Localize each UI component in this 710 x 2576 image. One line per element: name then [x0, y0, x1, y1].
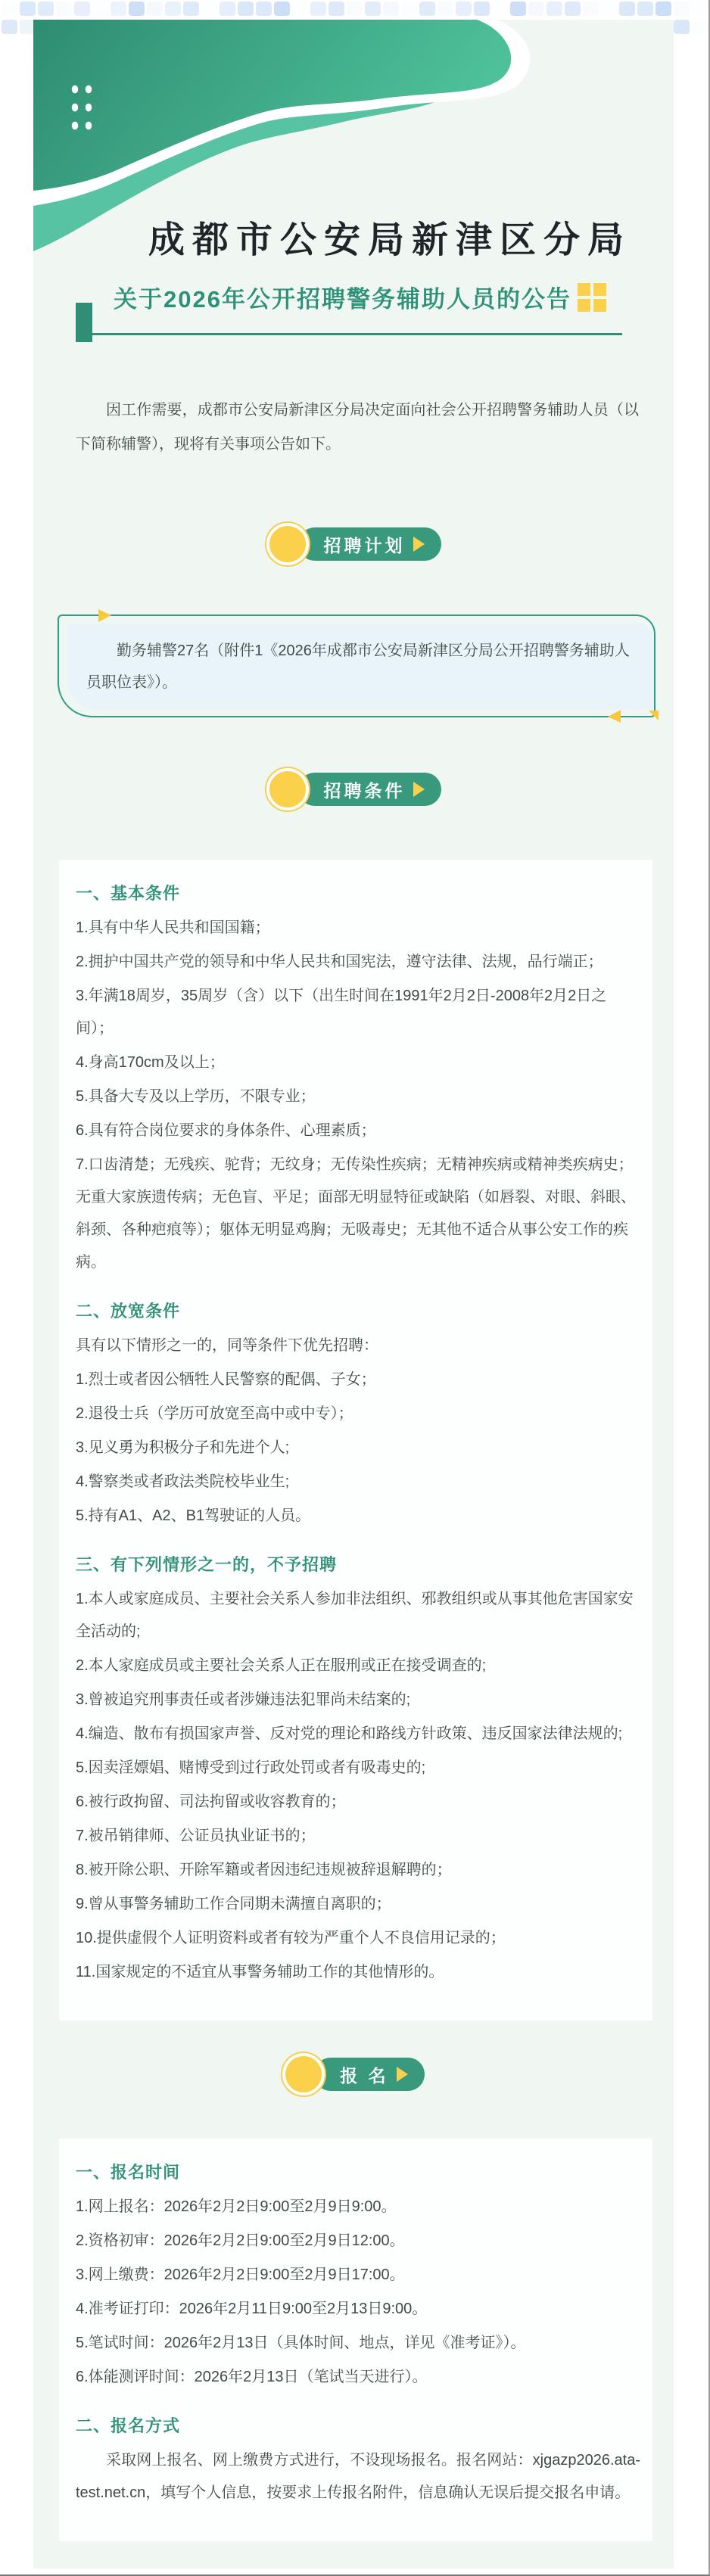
section-badge-conditions: [266, 767, 441, 811]
signup-time-item: 4.准考证打印：2026年2月11日9:00至2月13日9:00。: [76, 2301, 428, 2317]
org-title: 成都市公安局新津区分局: [148, 220, 631, 260]
condition-item: 3.年满18周岁，35周岁（含）以下（出生时间在1991年2月2日-2008年2月2日之间）；: [76, 988, 607, 1037]
condition-item: 11.国家规定的不适宜从事警务辅助工作的其他情形的。: [76, 1964, 444, 1980]
section-heading: 三、有下列情形之一的，不予招聘: [76, 1555, 338, 1574]
condition-list-relaxed: [76, 1330, 640, 1532]
signup-time-list: [76, 2191, 640, 2394]
announcement-title-block: [33, 269, 674, 356]
section-heading: 二、报名方式: [76, 2416, 181, 2435]
condition-item: 3.见义勇为积极分子和先进个人;: [76, 1439, 290, 1456]
section-heading: 一、基本条件: [76, 884, 181, 903]
condition-item: 5.具备大专及以上学历，不限专业；: [76, 1088, 316, 1105]
section-badge-signup: [282, 2052, 424, 2096]
condition-item: 1.烈士或者因公牺牲人民警察的配偶、子女；: [76, 1371, 376, 1388]
signup-time-item: 2.资格初审：2026年2月2日9:00至2月9日12:00。: [76, 2232, 405, 2249]
plan-notice-fill: [68, 624, 654, 710]
content-column: [33, 20, 674, 2568]
condition-item: 8.被开除公职、开除军籍或者因违纪违规被辞退解聘的；: [76, 1862, 452, 1878]
condition-item: 1.具有中华人民共和国国籍；: [76, 919, 270, 936]
condition-item: 2.拥护中国共产党的领导和中华人民共和国宪法，遵守法律、法规，品行端正；: [76, 954, 603, 970]
condition-item: 5.持有A1、A2、B1驾驶证的人员。: [76, 1507, 311, 1524]
section-badge-plan: [266, 522, 441, 566]
condition-item: 3.曾被追究刑事责任或者涉嫌违法犯罪尚未结案的;: [76, 1691, 411, 1708]
condition-item: 4.编造、散布有损国家声誉、反对党的理论和路线方针政策、违反国家法律法规的;: [76, 1725, 623, 1742]
condition-item: 7.口齿清楚；无残疾、驼背；无纹身；无传染性疾病；无精神疾病或精神类疾病史；无重大家族遗传病；无色盲、平足；面部无明显特征或缺陷（如唇裂、对眼、斜眼、斜颈、各种疤痕等）；躯体无明显鸡胸；无吸毒史；无其他不适合从事公安工作的疾病。: [76, 1156, 636, 1271]
condition-list-basic: [76, 912, 640, 1279]
condition-item: 6.被行政拘留、司法拘留或收容教育的；: [76, 1794, 346, 1810]
arrow-right-icon: [397, 2067, 408, 2082]
arrow-right-icon: [413, 537, 425, 552]
signup-time-item: 3.网上缴费：2026年2月2日9:00至2月9日17:00。: [76, 2266, 405, 2283]
yellow-grid-icon: [578, 283, 606, 312]
condition-item: 7.被吊销律师、公证员执业证书的；: [76, 1828, 316, 1844]
condition-item: 10.提供虚假个人证明资料或者有较为严重个人不良信用记录的；: [76, 1930, 506, 1946]
section-heading: 一、报名时间: [76, 2163, 181, 2182]
condition-item: 具有以下情形之一的，同等条件下优先招聘：: [76, 1337, 378, 1354]
condition-item: 2.退役士兵（学历可放宽至高中或中专）；: [76, 1405, 353, 1422]
signup-time-item: 1.网上报名：2026年2月2日9:00至2月9日9:00。: [76, 2198, 397, 2215]
condition-list-excluded: [76, 1583, 640, 1989]
badge-label: 招聘条件: [323, 780, 406, 801]
badge-circle-icon: [266, 523, 309, 565]
conditions-card: [59, 860, 652, 2021]
badge-circle-icon: [282, 2053, 325, 2095]
title-accent-bar: [76, 303, 92, 342]
condition-item: 6.具有符合岗位要求的身体条件、心理素质；: [76, 1122, 376, 1139]
plan-notice-box: [58, 614, 656, 717]
section-heading: 二、放宽条件: [76, 1302, 181, 1321]
title-underline: [92, 333, 622, 335]
announcement-title: 关于2026年公开招聘警务辅助人员的公告: [114, 280, 606, 314]
badge-circle-icon: [266, 768, 309, 810]
signup-time-item: 5.笔试时间：2026年2月13日（具体时间、地点，详见《准考证》）。: [76, 2335, 526, 2351]
condition-item: 9.曾从事警务辅助工作合同期未满擅自离职的；: [76, 1896, 391, 1912]
signup-time-item: 6.体能测评时间：2026年2月13日（笔试当天进行）。: [76, 2369, 428, 2385]
plan-notice-text: 勤务辅警27名（附件1《2026年成都市公安局新津区分局公开招聘警务辅助人员职位表》）。: [86, 642, 630, 691]
badge-label: 报 名: [340, 2065, 389, 2086]
intro-paragraph: 因工作需要，成都市公安局新津区分局决定面向社会公开招聘警务辅助人员（以下简称辅警），现将有关事项公告如下。: [76, 402, 639, 453]
badge-label: 招聘计划: [323, 535, 406, 555]
signup-card: [59, 2139, 652, 2541]
condition-item: 4.身高170cm及以上；: [76, 1054, 225, 1071]
condition-item: 4.警察类或者政法类院校毕业生;: [76, 1473, 290, 1490]
condition-item: 1.本人或家庭成员、主要社会关系人参加非法组织、邪教组织或从事其他危害国家安全活动的;: [76, 1591, 634, 1640]
header-banner: [33, 20, 674, 269]
signup-method-paragraph: 采取网上报名、网上缴费方式进行，不设现场报名。报名网站：xjgazp2026.ata-test.net.cn，填写个人信息，按要求上传报名附件，信息确认无误后提交报名申请。: [76, 2452, 640, 2501]
condition-item: 2.本人家庭成员或主要社会关系人正在服刑或正在接受调查的;: [76, 1657, 487, 1674]
condition-item: 5.因卖淫嫖娼、赌博受到过行政处罚或者有吸毒史的;: [76, 1759, 426, 1776]
arrow-right-icon: [413, 782, 425, 797]
